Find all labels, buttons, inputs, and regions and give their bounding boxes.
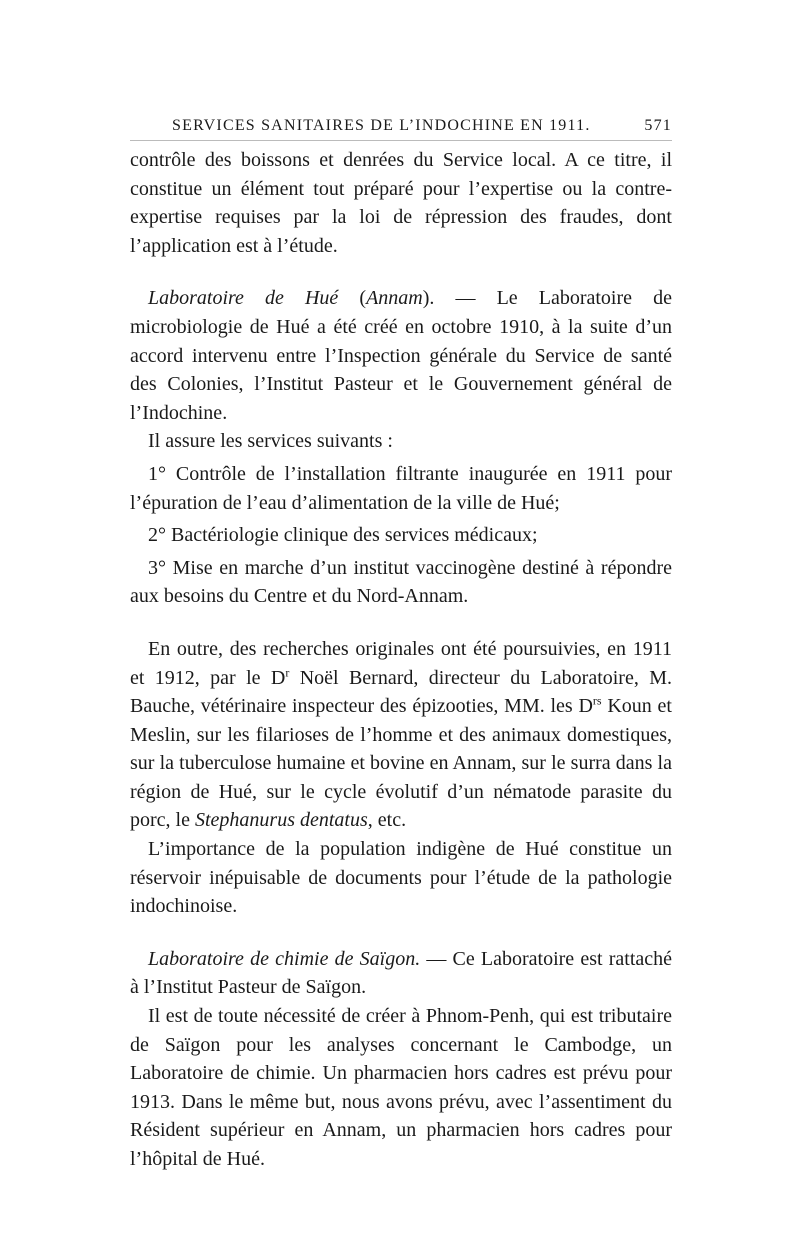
research-text-c: Koun et Meslin, sur les filarioses de l’homme et des animaux domestiques, sur la tuberculose humaine et bovine en Annam, sur le surra dans la région de Hué, sur le cycle évolutif d’un nématode parasite du porc, le (130, 695, 672, 832)
header-rule (130, 140, 672, 141)
service-item-1: 1° Contrôle de l’installation filtrante inaugurée en 1911 pour l’épuration de l’eau d’alimentation de la ville de Hué; (130, 462, 672, 514)
section-hue: Laboratoire de Hué (Annam). — Le Laboratoire de microbiologie de Hué a été créé en octobre 1910, à la suite d’un accord intervenu entre l’Inspection générale du Service de santé des Colonies, l’Institut Pasteur et le Gouvernement général de l’Indochine. (130, 287, 672, 424)
research-text-a: En outre, des recherches originales ont été poursuivies, en 1911 et 1912, par le D (130, 637, 672, 689)
section-saigon: Laboratoire de chimie de Saïgon. — Ce Laboratoire est rattaché à l’Institut Pasteur de Saïgon. (130, 947, 673, 999)
page-number: 571 (644, 117, 672, 134)
research-sup-2: rs (592, 693, 602, 708)
running-title: SERVICES SANITAIRES DE L’INDOCHINE EN 1911. (172, 117, 591, 134)
running-header (172, 117, 672, 135)
services-intro: Il assure les services suivants : (148, 430, 393, 453)
research-end: , etc. (367, 809, 407, 832)
saigon-paragraph-2: Il est de toute nécessité de créer à Phnom-Penh, qui est tributaire de Saïgon pour les analyses concernant le Cambodge, un Laboratoire de chimie. Un pharmacien hors cadres est prévu pour 1913. Dans le même but, nous avons prévu, avec l’assentiment du Résident supérieur en Annam, un pharmacien hors cadres pour l’hôpital de Hué. (130, 1005, 672, 1170)
section-heading-saigon: Laboratoire de chimie de Saïgon. (148, 947, 421, 970)
paragraph-continuation: contrôle des boissons et denrées du Service local. A ce titre, il constitue un élément tout préparé pour l’expertise ou la contre-expertise requises par la loi de répression des fraudes, dont l’application est à l’étude. (130, 149, 672, 257)
research-text-b: Noël Bernard, directeur du Laboratoire, M. Bauche, vétérinaire inspecteur des épizooties, MM. les D (130, 666, 672, 718)
service-item-2: 2° Bactériologie clinique des services médicaux; (148, 524, 538, 547)
hue-intro-text: Le Laboratoire de microbiologie de Hué a été créé en octobre 1910, à la suite d’un accord intervenu entre l’Inspection générale du Service de santé des Colonies, l’Institut Pasteur et le Gouvernement général de l’Indochine. (130, 287, 672, 424)
importance-paragraph: L’importance de la population indigène de Hué constitue un réservoir inépuisable de documents pour l’étude de la pathologie indochinoise. (130, 838, 672, 918)
section-heading-hue-region: Annam (366, 287, 423, 310)
research-paragraph (130, 635, 672, 835)
page-body (130, 146, 672, 1174)
service-item-3: 3° Mise en marche d’un institut vaccinogène destiné à répondre aux besoins du Centre et du Nord-Annam. (130, 556, 672, 608)
research-sup-1: r (285, 664, 290, 679)
research-species: Stephanurus dentatus (194, 809, 368, 832)
section-heading-hue: Laboratoire de Hué (148, 287, 339, 310)
saigon-intro-text: Ce Laboratoire est rattaché à l’Institut Pasteur de Saïgon. (130, 947, 673, 999)
